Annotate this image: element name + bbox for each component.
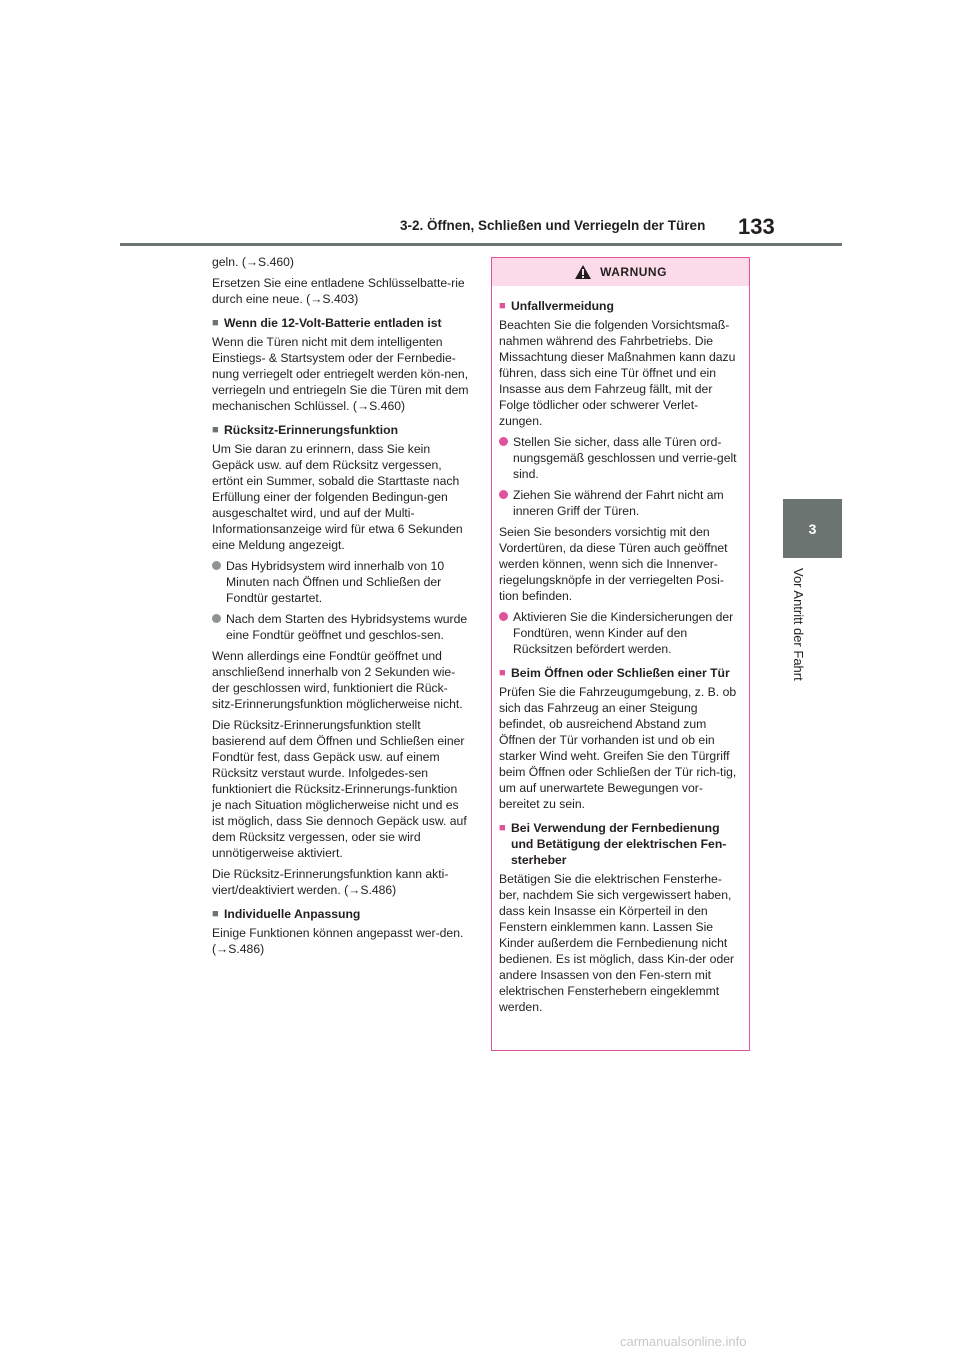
square-bullet-icon: ■ xyxy=(212,424,219,436)
paragraph: Wenn die Türen nicht mit dem intelligenten Einstiegs- & Startsystem oder der Fernbedie-nung verriegelt oder entriegelt werden kön-nen, verriegeln und entriegeln Sie die Türen mit dem mechanischen Schlüssel. (→S.460) xyxy=(212,335,469,413)
main-column xyxy=(212,254,470,962)
paragraph: Die Rücksitz-Erinnerungsfunktion stellt basierend auf dem Öffnen und Schließen einer Fondtür fest, dass Gepäck usw. auf einem Rücksitz verstaut wurde. Infolgedes-sen funktioniert die Rücksitz-Erinnerungs-funktion je nach Situation möglicherweise nicht und es ist möglich, dass Sie dennoch Gepäck usw. auf dem Rücksitz vergessen, oder sie wird unnötigerweise aktiviert. xyxy=(212,718,467,860)
round-bullet-icon xyxy=(212,561,221,570)
subheading: ■ Beim Öffnen oder Schließen einer Tür xyxy=(499,666,730,680)
paragraph: Um Sie daran zu erinnern, dass Sie kein Gepäck usw. auf dem Rücksitz vergessen, ertönt ein Summer, sobald die Starttaste nach Erfüllung einer der folgenden Bedingun-gen ausgeschaltet wird, und auf der Multi-Informationsanzeige wird für etwa 6 Sekunden eine Meldung angezeigt. xyxy=(212,442,463,552)
paragraph: Einige Funktionen können angepasst wer-den. (→S.486) xyxy=(212,926,464,956)
square-bullet-icon: ■ xyxy=(212,908,219,920)
square-bullet-icon: ■ xyxy=(499,667,506,679)
section-title: 3-2. Öffnen, Schließen und Verriegeln der Türen xyxy=(400,218,706,233)
round-bullet-icon xyxy=(499,437,508,446)
paragraph: Seien Sie besonders vorsichtig mit den Vordertüren, da diese Türen auch geöffnet werden können, wenn sich die Innenver-riegelungsknöpfe in der verriegelten Posi-tion befinden. xyxy=(499,525,728,603)
header-rule xyxy=(120,243,842,246)
subheading: ■ Unfallvermeidung xyxy=(499,299,614,313)
square-bullet-icon: ■ xyxy=(212,317,219,329)
warning-triangle-icon xyxy=(574,264,592,280)
paragraph: Die Rücksitz-Erinnerungsfunktion kann akti-viert/deaktiviert werden. (→S.486) xyxy=(212,867,449,897)
warning-box xyxy=(491,257,750,1051)
list-item: Das Hybridsystem wird innerhalb von 10 Minuten nach Öffnen und Schließen der Fondtür gestartet. xyxy=(212,558,470,606)
subheading: ■ Bei Verwendung der Fernbedienung und Betätigung der elektrischen Fen-sterheber xyxy=(499,821,727,867)
round-bullet-icon xyxy=(212,614,221,623)
warning-header xyxy=(492,258,749,286)
paragraph: Beachten Sie die folgenden Vorsichtsmaß-nahmen während des Fahrbetriebs. Die Missachtung dieser Maßnahmen kann dazu führen, dass sich eine Tür öffnet und ein Insasse aus dem Fahrzeug fällt, mit der Folge tödlicher oder schwerer Verlet-zungen. xyxy=(499,318,736,428)
list-item: Stellen Sie sicher, dass alle Türen ord-nungsgemäß geschlossen und verrie-gelt sind. xyxy=(499,434,740,482)
page-number: 133 xyxy=(738,214,775,239)
square-bullet-icon: ■ xyxy=(499,822,506,834)
round-bullet-icon xyxy=(499,490,508,499)
list-item: Aktivieren Sie die Kindersicherungen der Fondtüren, wenn Kinder auf den Rücksitzen befördert werden. xyxy=(499,609,740,657)
warning-title: WARNUNG xyxy=(600,265,667,279)
list-item: Ziehen Sie während der Fahrt nicht am inneren Griff der Türen. xyxy=(499,487,740,519)
round-bullet-icon xyxy=(499,612,508,621)
warning-body xyxy=(492,286,749,1015)
paragraph: Wenn allerdings eine Fondtür geöffnet und anschließend innerhalb von 2 Sekunden wie-der geschlossen wird, funktioniert die Rück-sitz-Erinnerungsfunktion möglicherweise nicht. xyxy=(212,649,463,711)
paragraph: Prüfen Sie die Fahrzeugumgebung, z. B. ob sich das Fahrzeug an einer Steigung befindet, ob ausreichend Abstand zum Öffnen der Tür vorhanden ist und ob ein starker Wind weht. Greifen Sie den Türgriff beim Öffnen oder Schließen der Tür rich-tig, um auf unerwartete Bewegungen vor-bereitet zu sein. xyxy=(499,685,737,811)
subheading: ■ Rücksitz-Erinnerungsfunktion xyxy=(212,423,399,437)
subheading: ■ Wenn die 12-Volt-Batterie entladen ist xyxy=(212,316,442,330)
chapter-tab xyxy=(783,499,842,558)
subheading: ■ Individuelle Anpassung xyxy=(212,907,361,921)
paragraph: Ersetzen Sie eine entladene Schlüsselbatte-rie durch eine neue. (→S.403) xyxy=(212,276,465,306)
paragraph: geln. (→S.460) xyxy=(212,255,294,269)
list-item: Nach dem Starten des Hybridsystems wurde eine Fondtür geöffnet und geschlos-sen. xyxy=(212,611,470,643)
watermark: carmanualsonline.info xyxy=(620,1334,747,1349)
paragraph: Betätigen Sie die elektrischen Fensterhe-ber, nachdem Sie sich vergewissert haben, dass kein Insasse ein Körperteil in den Fenstern einklemmen kann. Lassen Sie Kinder außerdem die Fernbedienung nicht bedienen. Es ist möglich, dass Kin-der oder andere Insassen von den Fen-stern mit elektrischen Fensterhebern eingeklemmt werden. xyxy=(499,872,735,1014)
square-bullet-icon: ■ xyxy=(499,300,506,312)
chapter-label: Vor Antritt der Fahrt xyxy=(791,568,806,681)
chapter-number: 3 xyxy=(808,520,817,537)
